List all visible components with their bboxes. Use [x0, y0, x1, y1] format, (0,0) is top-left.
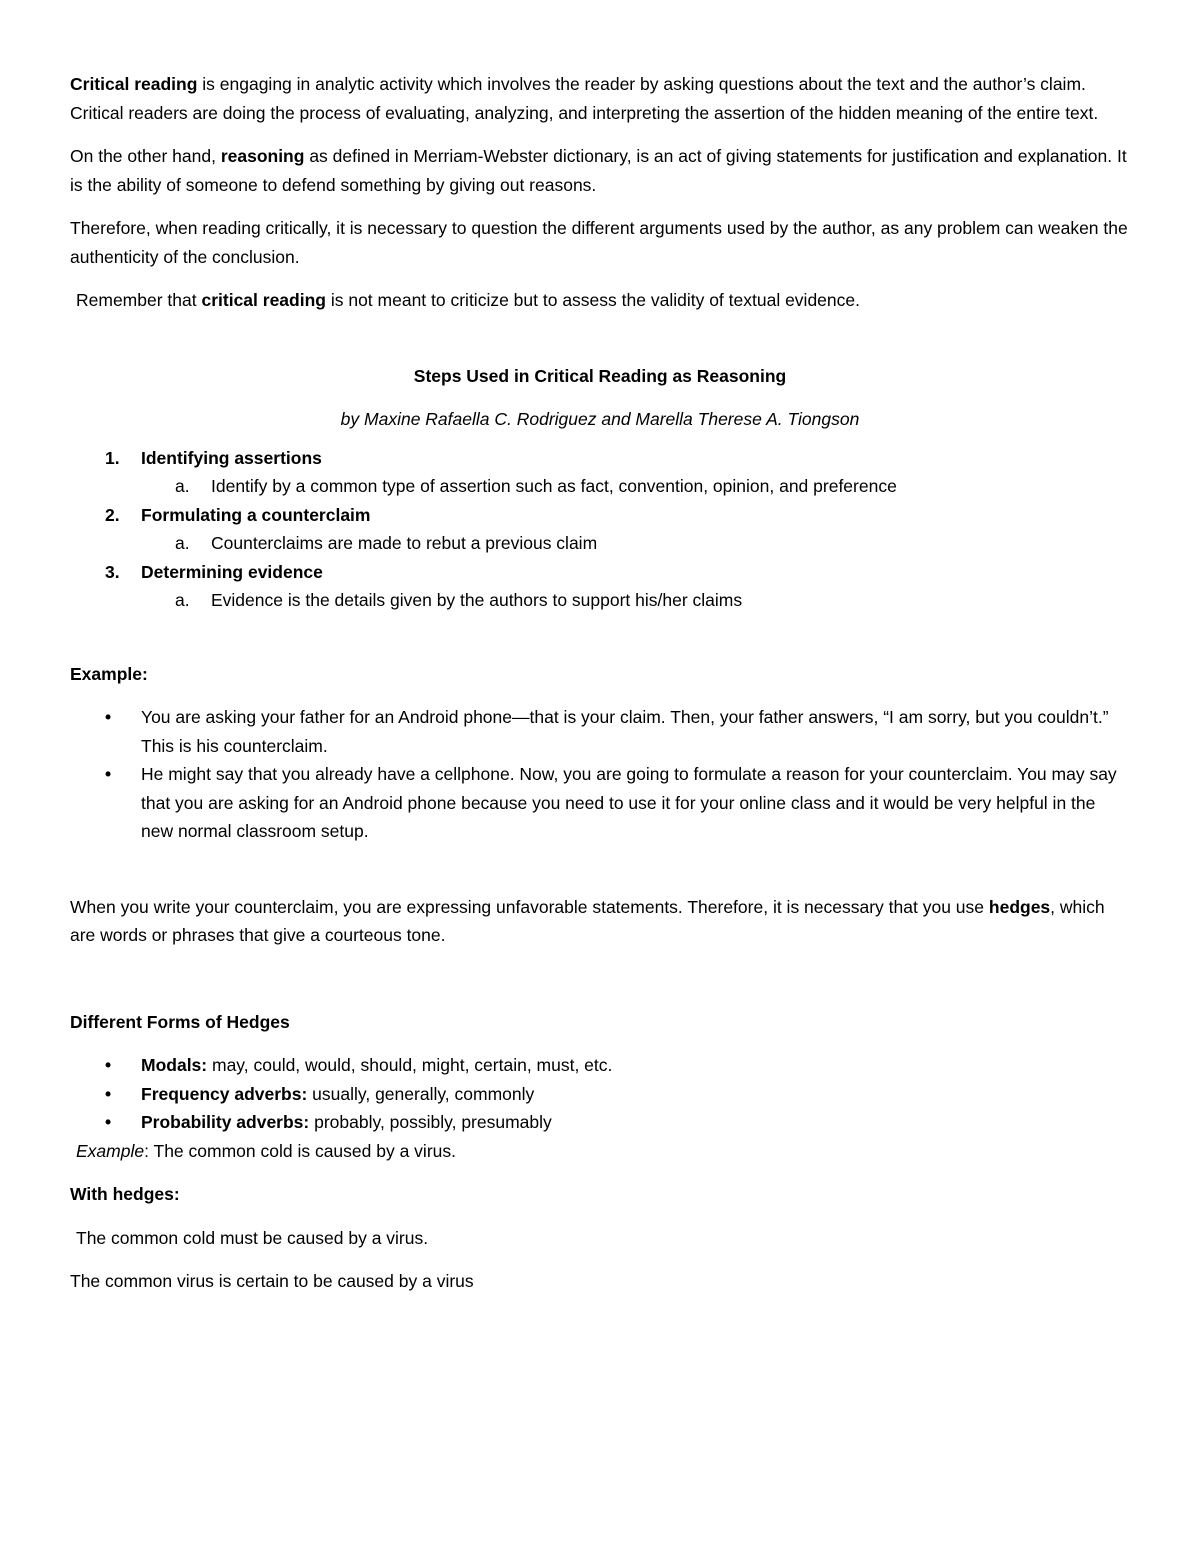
step-item	[70, 501, 1130, 558]
steps-byline: by Maxine Rafaella C. Rodriguez and Marella Therese A. Tiongson	[340, 409, 860, 429]
step-subitem	[70, 472, 1130, 501]
hedged-sentence-2: The common virus is certain to be caused by a virus	[70, 1271, 474, 1291]
example-bullet-text: You are asking your father for an Android phone—that is your claim. Then, your father answers, “I am sorry, but you couldn’t.” This is his counterclaim.	[141, 707, 1109, 756]
example-list	[70, 703, 1130, 846]
step-subitem	[70, 529, 1130, 558]
step-item	[70, 444, 1130, 501]
list-item	[70, 1080, 1130, 1109]
intro-paragraph-1	[70, 70, 1130, 127]
step-subitem-letter: a.	[175, 476, 190, 496]
step-subitem-letter: a.	[175, 533, 190, 553]
bullet-icon: •	[105, 1112, 112, 1132]
step-number: 3.	[105, 561, 120, 582]
hedges-paragraph	[70, 893, 1130, 950]
form-term: Modals:	[141, 1055, 208, 1075]
hedged-sentence-1: The common cold must be caused by a virus.	[76, 1227, 429, 1248]
intro-paragraph-4	[70, 286, 1130, 315]
bullet-icon: •	[105, 1083, 112, 1104]
step-subitem-text: Identify by a common type of assertion such as fact, convention, opinion, and preference	[211, 476, 897, 496]
hedge-example-label: Example	[76, 1140, 145, 1161]
form-text: may, could, would, should, might, certain, must, etc.	[207, 1055, 613, 1075]
intro-p2-lead: On the other hand,	[70, 146, 221, 166]
bullet-icon: •	[105, 1055, 112, 1075]
step-label: Identifying assertions	[141, 447, 322, 468]
term-hedges: hedges	[988, 896, 1051, 917]
hedge-example	[70, 1137, 1130, 1166]
forms-list	[70, 1051, 1130, 1137]
hedge-example-text: : The common cold is caused by a virus.	[144, 1140, 456, 1161]
spacer	[70, 965, 1130, 1008]
term-critical-reading: Critical reading	[70, 74, 198, 94]
bullet-icon: •	[105, 764, 112, 784]
step-number: 1.	[105, 447, 120, 468]
step-subitem-text: Counterclaims are made to rebut a previous claim	[211, 533, 598, 553]
with-hedges-heading: With hedges:	[70, 1184, 180, 1204]
spacer	[70, 846, 1130, 893]
list-item	[70, 1108, 1130, 1137]
term-reasoning: reasoning	[220, 146, 305, 166]
form-term: Probability adverbs:	[141, 1112, 310, 1132]
intro-p4-lead: Remember that	[76, 290, 202, 310]
form-text: probably, possibly, presumably	[309, 1112, 552, 1132]
form-term: Frequency adverbs:	[141, 1083, 308, 1104]
steps-title: Steps Used in Critical Reading as Reasoning	[413, 365, 787, 386]
hedges-text: , which are words or phrases that give a courteous tone.	[70, 896, 1105, 945]
list-item	[70, 703, 1130, 760]
intro-p2-text: as defined in Merriam-Webster dictionary, is an act of giving statements for justification and explanation. It is the ability of someone to defend something by giving out reasons.	[70, 146, 1127, 195]
step-item	[70, 558, 1130, 615]
step-number: 2.	[105, 504, 120, 525]
step-subitem-letter: a.	[175, 590, 190, 610]
list-item	[70, 760, 1130, 846]
step-label: Determining evidence	[141, 561, 323, 582]
intro-paragraph-2	[70, 142, 1130, 199]
intro-paragraph-3: Therefore, when reading critically, it is necessary to question the different arguments used by the author, as any problem can weaken the authenticity of the conclusion.	[70, 218, 1128, 267]
example-heading: Example:	[70, 663, 148, 684]
forms-heading: Different Forms of Hedges	[70, 1011, 290, 1032]
intro-p1-text: is engaging in analytic activity which involves the reader by asking questions about the text and the author’s claim. Critical readers are doing the process of evaluating, analyzing, and interpreting the assertion of the hidden meaning of the entire text.	[70, 74, 1099, 123]
form-text: usually, generally, commonly	[307, 1083, 535, 1104]
list-item	[70, 1051, 1130, 1080]
bullet-icon: •	[105, 707, 112, 727]
hedges-lead: When you write your counterclaim, you are expressing unfavorable statements. Therefore, it is necessary that you use	[70, 896, 989, 917]
term-critical-reading-2: critical reading	[201, 290, 326, 310]
intro-p4-text: is not meant to criticize but to assess the validity of textual evidence.	[325, 290, 860, 310]
steps-list	[70, 444, 1130, 615]
document-page	[70, 70, 1130, 1311]
step-subitem-text: Evidence is the details given by the authors to support his/her claims	[211, 590, 743, 610]
step-label: Formulating a counterclaim	[141, 504, 371, 525]
step-subitem	[70, 586, 1130, 615]
example-bullet-text: He might say that you already have a cellphone. Now, you are going to formulate a reason for your counterclaim. You may say that you are asking for an Android phone because you need to use it for your online class and it would be very helpful in the new normal classroom setup.	[141, 764, 1117, 841]
